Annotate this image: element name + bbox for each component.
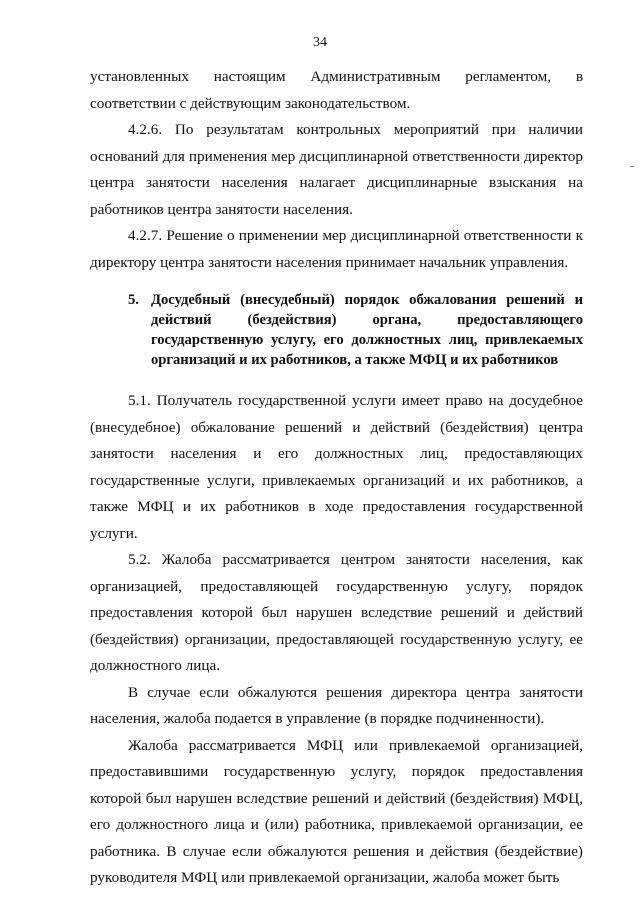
document-body	[90, 64, 583, 892]
section-number: 5.	[128, 292, 139, 308]
paragraph-5-1: 5.1. Получатель государственной услуги имеет право на досудебное (внесудебное) обжалование решений и действий (бездействия) центра занятости населения и его должностных лиц, предоставляющих государственные услуги, привлекаемых организаций и их работников, а также МФЦ и их работников в ходе предоставления государственной услуги.	[90, 392, 583, 542]
paragraph-4-2-6: 4.2.6. По результатам контрольных мероприятий при наличии оснований для применения мер дисциплинарной ответственности директор центра занятости населения налагает дисциплинарные взыскания на работников центра занятости населения.	[90, 121, 583, 218]
page-number: 34	[313, 35, 327, 50]
paragraph-4-2-7: 4.2.7. Решение о применении мер дисциплинарной ответственности к директору центра занятости населения принимает начальник управления.	[90, 227, 583, 271]
paragraph-5-2: 5.2. Жалоба рассматривается центром занятости населения, как организацией, предоставляющей государственную услугу, порядок предоставления которой был нарушен вследствие решений и действий (бездействия) организации, предоставляющей государственную услугу, ее должностного лица.	[90, 551, 583, 674]
paragraph-mfc-complaint: Жалоба рассматривается МФЦ или привлекаемой организацией, предоставившими государственную услугу, порядок предоставления которой был нарушен вследствие решений и действий (бездействия) МФЦ, его должностного лица и (или) работника, привлекаемой организации, ее работника. В случае если обжалуются решения и действия (бездействие) руководителя МФЦ или привлекаемой организации, жалоба может быть	[90, 736, 583, 886]
section-title: Досудебный (внесудебный) порядок обжалования решений и действий (бездействия) органа, предоставляющего государственную услугу, его должностных лиц, привлекаемых организаций и их работников, а также МФЦ и их работников	[150, 292, 583, 368]
paragraph-appeal-director: В случае если обжалуются решения директора центра занятости населения, жалоба подается в управление (в порядке подчиненности).	[90, 683, 583, 727]
margin-mark	[630, 166, 634, 167]
paragraph-continuation: установленных настоящим Административным регламентом, в соответствии с действующим законодательством.	[90, 68, 583, 112]
section-heading	[90, 290, 583, 370]
